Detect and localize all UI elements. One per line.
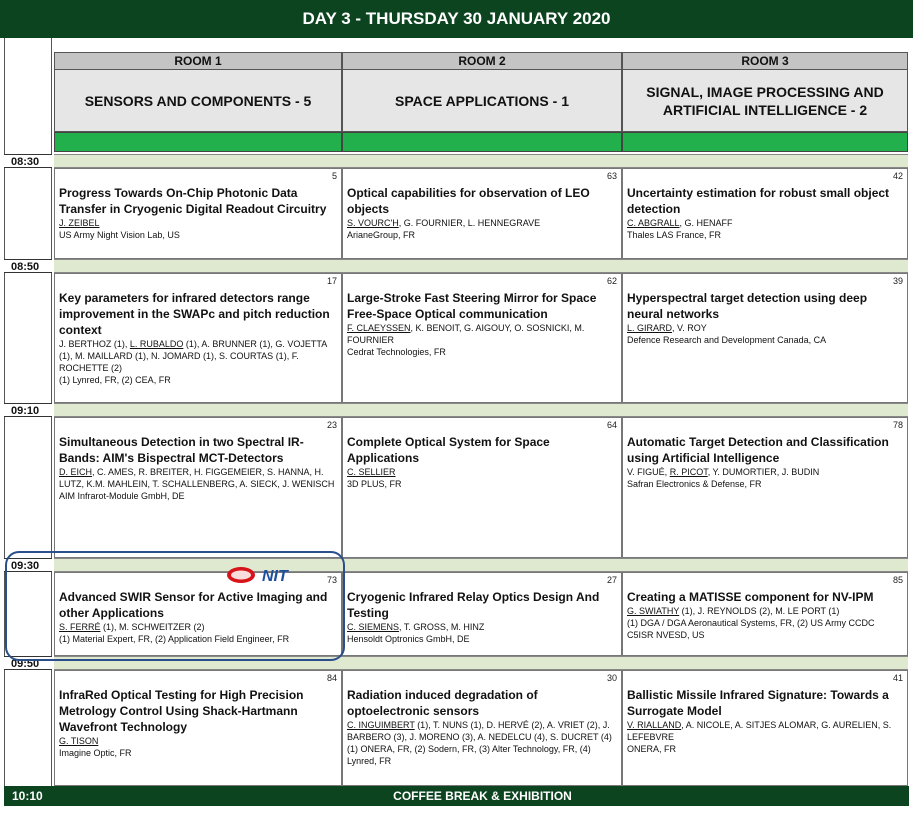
paper-number: 41 (892, 673, 903, 683)
paper-cell[interactable] (54, 417, 342, 558)
paper-affiliation: Hensoldt Optronics GmbH, DE (347, 634, 470, 644)
presenter-name: F. CLAEYSSEN (347, 323, 411, 333)
time-strip (54, 403, 908, 417)
paper-authors (627, 322, 903, 334)
paper-number: 63 (606, 171, 617, 181)
paper-number: 85 (892, 575, 903, 585)
presenter-name: L. RUBALDO (129, 339, 184, 349)
paper-affiliation: ONERA, FR (627, 744, 677, 754)
presenter-name: G. TISON (59, 736, 99, 746)
paper-title: Optical capabilities for observation of LEO objects (347, 186, 590, 216)
paper-cell[interactable] (622, 670, 908, 786)
paper-title: Cryogenic Infrared Relay Optics Design And Testing (347, 590, 600, 620)
paper-authors (627, 605, 903, 617)
paper-title: Automatic Target Detection and Classification using Artificial Intelligence (627, 435, 889, 465)
paper-authors (347, 217, 617, 229)
paper-affiliation: Imagine Optic, FR (59, 748, 132, 758)
logo-text: NIT (262, 568, 288, 584)
paper-title: Uncertainty estimation for robust small object detection (627, 186, 890, 216)
presenter-name: C. ABGRALL (627, 218, 680, 228)
paper-cell[interactable] (54, 168, 342, 259)
paper-cell[interactable] (342, 670, 622, 786)
time-strip (54, 259, 908, 273)
paper-cell[interactable] (342, 168, 622, 259)
room-3-header (622, 52, 908, 70)
paper-affiliation: (1) DGA / DGA Aeronautical Systems, FR, (2) US Army CCDC C5ISR NVESD, US (627, 618, 875, 640)
paper-cell[interactable] (342, 417, 622, 558)
paper-title: Simultaneous Detection in two Spectral IR-Bands: AIM's Bispectral MCT-Detectors (59, 435, 304, 465)
paper-affiliation: Cedrat Technologies, FR (347, 347, 446, 357)
time-label: 09:30 (4, 558, 52, 572)
presenter-name: R. PICOT (669, 467, 708, 477)
break-label: COFFEE BREAK & EXHIBITION (393, 789, 572, 803)
paper-cell[interactable] (622, 168, 908, 259)
session-color-bar (342, 132, 622, 152)
paper-affiliation: AIM Infrarot-Module GmbH, DE (59, 491, 185, 501)
paper-authors (59, 466, 337, 490)
paper-number: 39 (892, 276, 903, 286)
paper-authors (627, 719, 903, 743)
room-1-header (54, 52, 342, 70)
paper-authors (59, 735, 337, 747)
session-title-room-3 (622, 70, 908, 132)
paper-title: Key parameters for infrared detectors range improvement in the SWAPc and pitch reduction context (59, 291, 330, 337)
paper-title: Creating a MATISSE component for NV-IPM (627, 590, 874, 604)
session-color-bar (622, 132, 908, 152)
paper-authors (347, 466, 617, 478)
co-authors: , G. FOURNIER, L. HENNEGRAVE (398, 218, 541, 228)
highlight-annotation (5, 551, 345, 661)
paper-number: 73 (326, 575, 337, 585)
paper-authors (59, 338, 337, 374)
paper-number: 30 (606, 673, 617, 683)
co-authors: J. BERTHOZ (1), (59, 339, 130, 349)
paper-cell[interactable] (54, 273, 342, 403)
room-1-label: ROOM 1 (174, 54, 222, 68)
co-authors: V. FIGUÉ, (627, 467, 670, 477)
break-time: 10:10 (12, 789, 43, 803)
paper-number: 23 (326, 420, 337, 430)
day-header (0, 0, 913, 38)
presenter-name: V. RIALLAND (627, 720, 682, 730)
time-label: 08:30 (4, 154, 52, 168)
presenter-name: S. FERRÉ (59, 622, 101, 632)
presenter-name: C. SIEMENS (347, 622, 400, 632)
paper-cell[interactable] (622, 572, 908, 656)
paper-affiliation: (1) Material Expert, FR, (2) Application Field Engineer, FR (59, 634, 290, 644)
session-3-label: SIGNAL, IMAGE PROCESSING AND ARTIFICIAL INTELLIGENCE - 2 (646, 83, 884, 118)
paper-authors (59, 217, 337, 229)
coffee-break-bar (4, 786, 909, 806)
paper-title: Hyperspectral target detection using deep neural networks (627, 291, 868, 321)
paper-title: Ballistic Missile Infrared Signature: Towards a Surrogate Model (627, 688, 889, 718)
co-authors: , Y. DUMORTIER, J. BUDIN (707, 467, 820, 477)
paper-affiliation: Safran Electronics & Defense, FR (627, 479, 762, 489)
presenter-name: S. VOURC'H (347, 218, 399, 228)
paper-affiliation: ArianeGroup, FR (347, 230, 416, 240)
paper-number: 78 (892, 420, 903, 430)
paper-cell[interactable] (622, 273, 908, 403)
co-authors: , V. ROY (672, 323, 707, 333)
paper-cell[interactable] (54, 670, 342, 786)
paper-cell[interactable] (622, 417, 908, 558)
co-authors: (1), A. BRUNNER (1), G. VOJETTA (1), M. MAILLARD (1), N. JOMARD (1), S. COURTAS (1), F. ROCHETTE (2) (59, 339, 327, 373)
paper-authors (627, 217, 903, 229)
room-3-label: ROOM 3 (741, 54, 789, 68)
co-authors: , C. AMES, R. BREITER, H. FIGGEMEIER, S. HANNA, H. LUTZ, K.M. MAHLEIN, T. SCHALLENBERG, A. SIECK, J. WENISCH (59, 467, 335, 489)
paper-affiliation: Thales LAS France, FR (627, 230, 722, 240)
time-label: 09:10 (4, 403, 52, 417)
co-authors: , G. HENAFF (679, 218, 733, 228)
paper-title: Large-Stroke Fast Steering Mirror for Space Free-Space Optical communication (347, 291, 597, 321)
paper-authors (347, 621, 617, 633)
co-authors: , A. NICOLE, A. SITJES ALOMAR, G. AURELIEN, S. LEFEBVRE (627, 720, 892, 742)
paper-number: 5 (331, 171, 337, 181)
time-label: 08:50 (4, 259, 52, 273)
paper-title: Progress Towards On-Chip Photonic Data Transfer in Cryogenic Digital Readout Circuitry (59, 186, 327, 216)
presenter-name: L. GIRARD (627, 323, 673, 333)
paper-number: 17 (326, 276, 337, 286)
paper-title: Advanced SWIR Sensor for Active Imaging and other Applications (59, 590, 328, 620)
paper-affiliation: 3D PLUS, FR (347, 479, 402, 489)
paper-cell[interactable] (342, 572, 622, 656)
room-2-label: ROOM 2 (458, 54, 506, 68)
paper-authors (627, 466, 903, 478)
paper-authors (347, 322, 617, 346)
session-1-label: SENSORS AND COMPONENTS - 5 (84, 92, 312, 109)
paper-title: InfraRed Optical Testing for High Precision Metrology Control Using Shack-Hartmann Wavefront Technology (59, 688, 304, 734)
time-strip (54, 154, 908, 168)
paper-number: 64 (606, 420, 617, 430)
co-authors: (1), J. REYNOLDS (2), M. LE PORT (1) (679, 606, 840, 616)
paper-affiliation: (1) ONERA, FR, (2) Sodern, FR, (3) Alter Technology, FR, (4) Lynred, FR (347, 744, 591, 766)
paper-number: 27 (606, 575, 617, 585)
presenter-name: G. SWIATHY (627, 606, 680, 616)
paper-affiliation: Defence Research and Development Canada, CA (627, 335, 827, 345)
time-label: 09:50 (4, 656, 52, 670)
session-title-room-2 (342, 70, 622, 132)
presenter-name: C. INGUIMBERT (347, 720, 415, 730)
room-2-header (342, 52, 622, 70)
paper-cell[interactable] (342, 273, 622, 403)
paper-number: 62 (606, 276, 617, 286)
paper-number: 84 (326, 673, 337, 683)
paper-title: Complete Optical System for Space Applications (347, 435, 550, 465)
paper-title: Radiation induced degradation of optoelectronic sensors (347, 688, 538, 718)
presenter-name: J. ZEIBEL (59, 218, 100, 228)
presenter-name: C. SELLIER (347, 467, 396, 477)
co-authors: , T. GROSS, M. HINZ (399, 622, 485, 632)
co-authors: (1), M. SCHWEITZER (2) (100, 622, 205, 632)
co-authors: (1), T. NUNS (1), D. HERVÉ (2), A. VRIET (2), J. BARBERO (3), J. MORENO (3), A. NEDELCU (4), S. DUCRET (4) (347, 720, 612, 742)
paper-number: 42 (892, 171, 903, 181)
session-title-room-1 (54, 70, 342, 132)
day-title: DAY 3 - THURSDAY 30 JANUARY 2020 (302, 9, 611, 28)
session-2-label: SPACE APPLICATIONS - 1 (395, 92, 569, 109)
paper-affiliation: (1) Lynred, FR, (2) CEA, FR (59, 375, 171, 385)
co-authors: , K. BENOIT, G. AIGOUY, O. SOSNICKI, M. FOURNIER (347, 323, 585, 345)
paper-affiliation: US Army Night Vision Lab, US (59, 230, 180, 240)
session-color-bar (54, 132, 342, 152)
presenter-name: D. EICH (59, 467, 93, 477)
paper-authors (347, 719, 617, 743)
